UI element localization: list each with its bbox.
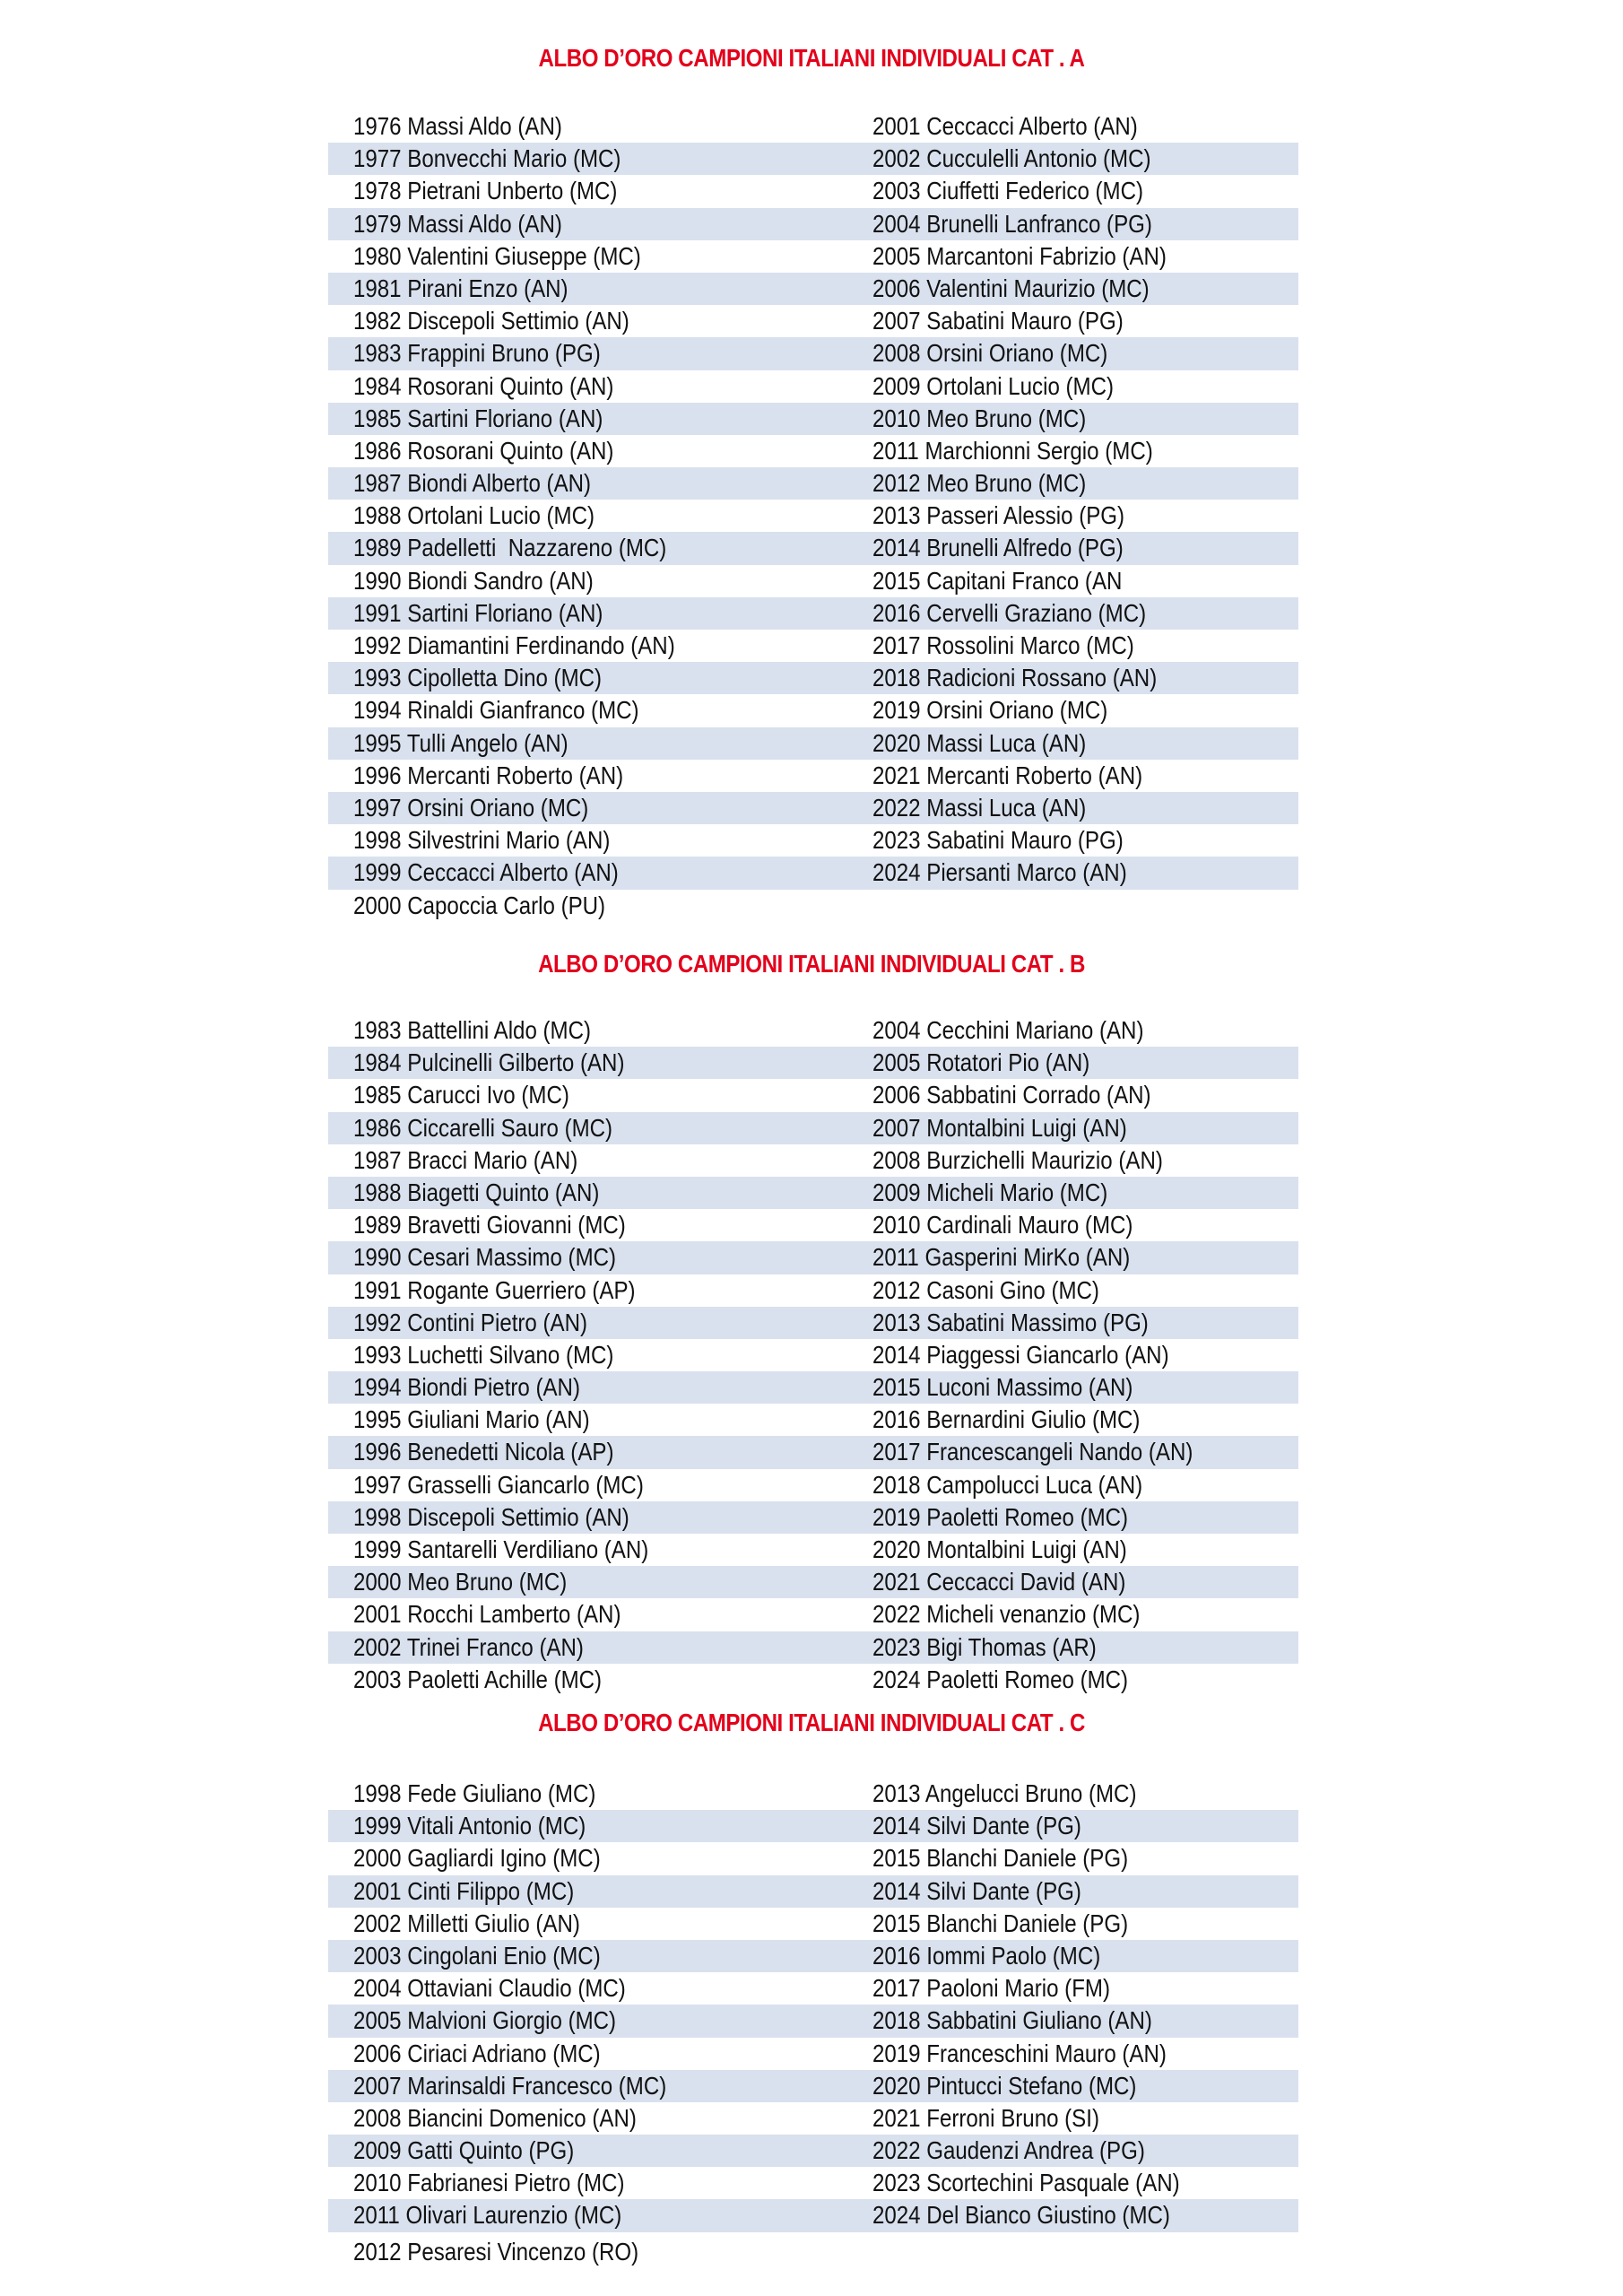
champion-entry-right: 2011 Gasperini MirKo (AN) xyxy=(872,1243,1131,1272)
champion-entry-left: 1977 Bonvecchi Mario (MC) xyxy=(353,144,621,173)
champion-entry-right: 2005 Marcantoni Fabrizio (AN) xyxy=(872,241,1167,270)
table-row xyxy=(328,2070,1298,2102)
champion-entry-right: 2020 Massi Luca (AN) xyxy=(872,728,1087,757)
champion-entry-left: 1993 Cipolletta Dino (MC) xyxy=(353,664,603,692)
champion-entry-left: 1997 Grasselli Giancarlo (MC) xyxy=(353,1470,644,1499)
table-row xyxy=(328,110,1298,143)
champion-entry-right: 2023 Sabatini Mauro (PG) xyxy=(872,826,1124,855)
table-row xyxy=(328,824,1298,857)
champion-entry-right: 2016 Bernardini Giulio (MC) xyxy=(872,1405,1141,1434)
table-row xyxy=(328,694,1298,726)
champion-entry-left: 1987 Bracci Mario (AN) xyxy=(353,1145,578,1174)
champion-entry-right: 2022 Massi Luca (AN) xyxy=(872,793,1087,822)
champion-entry-right: 2017 Paoloni Mario (FM) xyxy=(872,1974,1110,2003)
champion-entry-left: 1989 Bravetti Giovanni (MC) xyxy=(353,1211,626,1239)
champion-entry-left: 1984 Rosorani Quinto (AN) xyxy=(353,371,614,400)
champion-entry-right: 2010 Cardinali Mauro (MC) xyxy=(872,1211,1133,1239)
champion-entry-right: 2019 Franceschini Mauro (AN) xyxy=(872,2039,1167,2067)
champion-entry-right: 2005 Rotatori Pio (AN) xyxy=(872,1048,1090,1077)
section-title-cat-a: ALBO D’ORO CAMPIONI ITALIANI INDIVIDUALI CAT . A xyxy=(538,44,1085,72)
champion-entry-right: 2023 Bigi Thomas (AR) xyxy=(872,1632,1097,1661)
champion-entry-right: 2013 Sabatini Massimo (PG) xyxy=(872,1308,1149,1336)
champion-entry-left: 1986 Ciccarelli Sauro (MC) xyxy=(353,1113,613,1142)
table-row xyxy=(328,1436,1298,1468)
table-row xyxy=(328,1778,1298,1810)
table-row xyxy=(328,1469,1298,1501)
champion-entry-right: 2017 Francescangeli Nando (AN) xyxy=(872,1438,1193,1466)
champion-entry-right: 2011 Marchionni Sergio (MC) xyxy=(872,436,1153,465)
champion-entry-left: 1985 Carucci Ivo (MC) xyxy=(353,1081,569,1109)
champion-entry-right: 2012 Meo Bruno (MC) xyxy=(872,469,1087,498)
champion-entry-right: 2003 Ciuffetti Federico (MC) xyxy=(872,177,1144,205)
champion-entry-left: 1979 Massi Aldo (AN) xyxy=(353,209,562,238)
table-row xyxy=(328,143,1298,175)
table-row xyxy=(328,1079,1298,1111)
section-title-cat-c: ALBO D’ORO CAMPIONI ITALIANI INDIVIDUALI CAT . C xyxy=(538,1709,1085,1736)
champion-entry-left: 2005 Malvioni Giorgio (MC) xyxy=(353,2006,617,2035)
champion-entry-left: 1992 Diamantini Ferdinando (AN) xyxy=(353,631,675,659)
table-row xyxy=(328,1940,1298,1972)
champion-entry-right: 2007 Sabatini Mauro (PG) xyxy=(872,307,1124,335)
champion-entry-left: 1990 Biondi Sandro (AN) xyxy=(353,566,594,595)
champion-entry-right: 2019 Orsini Oriano (MC) xyxy=(872,696,1108,725)
champion-entry-left: 1998 Silvestrini Mario (AN) xyxy=(353,826,611,855)
champion-entry-right: 2013 Passeri Alessio (PG) xyxy=(872,501,1125,530)
table-row xyxy=(328,1875,1298,1908)
champion-entry-left: 1999 Vitali Antonio (MC) xyxy=(353,1812,586,1840)
table-row xyxy=(328,370,1298,403)
champion-entry-left: 1995 Tulli Angelo (AN) xyxy=(353,728,568,757)
table-row xyxy=(328,1339,1298,1371)
champion-entry-left: 1983 Frappini Bruno (PG) xyxy=(353,339,601,368)
champion-entry-right: 2019 Paoletti Romeo (MC) xyxy=(872,1502,1129,1531)
champion-entry-right: 2022 Micheli venanzio (MC) xyxy=(872,1600,1141,1629)
champion-entry-left: 2000 Gagliardi Igino (MC) xyxy=(353,1844,601,1873)
table-row xyxy=(328,273,1298,305)
champion-entry-right: 2021 Ceccacci David (AN) xyxy=(872,1568,1126,1596)
table-row xyxy=(328,500,1298,532)
table-row xyxy=(328,1307,1298,1339)
champion-entry-right: 2006 Valentini Maurizio (MC) xyxy=(872,274,1150,302)
champion-entry-left: 2000 Meo Bruno (MC) xyxy=(353,1568,568,1596)
champion-entry-right: 2009 Ortolani Lucio (MC) xyxy=(872,371,1115,400)
table-row xyxy=(328,1112,1298,1144)
table-row xyxy=(328,760,1298,792)
champion-entry-right: 2002 Cucculelli Antonio (MC) xyxy=(872,144,1151,173)
champion-entry-left: 2009 Gatti Quinto (PG) xyxy=(353,2136,575,2165)
table-row xyxy=(328,2236,1298,2268)
champion-entry-right: 2016 Iommi Paolo (MC) xyxy=(872,1941,1101,1970)
champion-entry-right: 2015 Capitani Franco (AN xyxy=(872,566,1123,595)
champion-entry-left: 1991 Sartini Floriano (AN) xyxy=(353,598,603,627)
champion-entry-right: 2010 Meo Bruno (MC) xyxy=(872,404,1087,432)
table-row xyxy=(328,1177,1298,1209)
champion-entry-right: 2014 Silvi Dante (PG) xyxy=(872,1812,1081,1840)
champion-entry-right: 2024 Piersanti Marco (AN) xyxy=(872,858,1127,887)
champion-entry-left: 2000 Capoccia Carlo (PU) xyxy=(353,891,606,919)
champion-entry-left: 1989 Padelletti Nazzareno (MC) xyxy=(353,534,667,562)
table-row xyxy=(328,240,1298,273)
champion-entry-left: 1976 Massi Aldo (AN) xyxy=(353,112,562,140)
champion-entry-left: 2010 Fabrianesi Pietro (MC) xyxy=(353,2169,625,2197)
champion-entry-left: 1978 Pietrani Unberto (MC) xyxy=(353,177,618,205)
champion-entry-right: 2018 Radicioni Rossano (AN) xyxy=(872,664,1158,692)
champion-entry-left: 2008 Biancini Domenico (AN) xyxy=(353,2103,637,2132)
champion-entry-right: 2015 Luconi Massimo (AN) xyxy=(872,1373,1133,1402)
table-row xyxy=(328,2038,1298,2070)
champion-entry-right: 2009 Micheli Mario (MC) xyxy=(872,1178,1108,1206)
champion-entry-right: 2023 Scortechini Pasquale (AN) xyxy=(872,2169,1180,2197)
table-row xyxy=(328,1501,1298,1534)
champion-entry-right: 2006 Sabbatini Corrado (AN) xyxy=(872,1081,1151,1109)
champion-entry-right: 2018 Sabbatini Giuliano (AN) xyxy=(872,2006,1152,2035)
table-row xyxy=(328,1908,1298,1940)
champion-entry-left: 1997 Orsini Oriano (MC) xyxy=(353,793,589,822)
table-row xyxy=(328,208,1298,240)
champion-entry-left: 1980 Valentini Giuseppe (MC) xyxy=(353,241,641,270)
table-row xyxy=(328,1371,1298,1404)
champion-entry-right: 2015 Blanchi Daniele (PG) xyxy=(872,1844,1129,1873)
champion-entry-right: 2017 Rossolini Marco (MC) xyxy=(872,631,1134,659)
table-row xyxy=(328,1144,1298,1177)
champion-entry-left: 1999 Ceccacci Alberto (AN) xyxy=(353,858,619,887)
table-row xyxy=(328,1241,1298,1274)
table-cat-c xyxy=(328,1778,1298,2268)
table-row xyxy=(328,337,1298,370)
champion-entry-right: 2014 Silvi Dante (PG) xyxy=(872,1876,1081,1905)
champion-entry-right: 2020 Pintucci Stefano (MC) xyxy=(872,2071,1137,2100)
table-cat-a xyxy=(328,110,1298,922)
champion-entry-right: 2021 Mercanti Roberto (AN) xyxy=(872,761,1143,789)
champion-entry-left: 1986 Rosorani Quinto (AN) xyxy=(353,436,614,465)
champion-entry-left: 1995 Giuliani Mario (AN) xyxy=(353,1405,590,1434)
table-row xyxy=(328,1047,1298,1079)
champion-entry-left: 1988 Biagetti Quinto (AN) xyxy=(353,1178,600,1206)
champion-entry-left: 2007 Marinsaldi Francesco (MC) xyxy=(353,2071,667,2100)
champion-entry-right: 2015 Blanchi Daniele (PG) xyxy=(872,1909,1129,1937)
champion-entry-right: 2004 Brunelli Lanfranco (PG) xyxy=(872,209,1152,238)
champion-entry-right: 2008 Orsini Oriano (MC) xyxy=(872,339,1108,368)
champion-entry-left: 1983 Battellini Aldo (MC) xyxy=(353,1016,592,1044)
table-row xyxy=(328,2135,1298,2167)
champion-entry-right: 2014 Piaggessi Giancarlo (AN) xyxy=(872,1340,1169,1369)
table-row xyxy=(328,1566,1298,1598)
table-row xyxy=(328,792,1298,824)
table-row xyxy=(328,435,1298,467)
champion-entry-left: 1981 Pirani Enzo (AN) xyxy=(353,274,568,302)
table-row xyxy=(328,305,1298,337)
champion-entry-left: 2002 Milletti Giulio (AN) xyxy=(353,1909,580,1937)
table-row xyxy=(328,565,1298,597)
champion-entry-right: 2001 Ceccacci Alberto (AN) xyxy=(872,112,1138,140)
table-row xyxy=(328,175,1298,207)
champion-entry-left: 2006 Ciriaci Adriano (MC) xyxy=(353,2039,601,2067)
champion-entry-left: 1993 Luchetti Silvano (MC) xyxy=(353,1340,614,1369)
champion-entry-left: 1990 Cesari Massimo (MC) xyxy=(353,1243,617,1272)
table-row xyxy=(328,1014,1298,1047)
champion-entry-right: 2022 Gaudenzi Andrea (PG) xyxy=(872,2136,1145,2165)
champion-entry-left: 2001 Cinti Filippo (MC) xyxy=(353,1876,575,1905)
table-row xyxy=(328,1274,1298,1307)
champion-entry-right: 2021 Ferroni Bruno (SI) xyxy=(872,2103,1099,2132)
table-cat-b xyxy=(328,1014,1298,1696)
table-row xyxy=(328,630,1298,662)
champion-entry-right: 2007 Montalbini Luigi (AN) xyxy=(872,1113,1127,1142)
champion-entry-left: 2001 Rocchi Lamberto (AN) xyxy=(353,1600,621,1629)
champion-entry-left: 1996 Benedetti Nicola (AP) xyxy=(353,1438,614,1466)
champion-entry-right: 2018 Campolucci Luca (AN) xyxy=(872,1470,1143,1499)
champion-entry-right: 2004 Cecchini Mariano (AN) xyxy=(872,1016,1144,1044)
champion-entry-left: 1987 Biondi Alberto (AN) xyxy=(353,469,592,498)
champion-entry-left: 1998 Fede Giuliano (MC) xyxy=(353,1779,596,1807)
champion-entry-right: 2024 Del Bianco Giustino (MC) xyxy=(872,2201,1170,2230)
table-row xyxy=(328,597,1298,630)
table-row xyxy=(328,1534,1298,1566)
champion-entry-right: 2014 Brunelli Alfredo (PG) xyxy=(872,534,1124,562)
table-row xyxy=(328,2102,1298,2135)
table-row xyxy=(328,532,1298,564)
champion-entry-left: 1982 Discepoli Settimio (AN) xyxy=(353,307,629,335)
champion-entry-right: 2016 Cervelli Graziano (MC) xyxy=(872,598,1147,627)
table-row xyxy=(328,1404,1298,1436)
champion-entry-left: 2004 Ottaviani Claudio (MC) xyxy=(353,1974,626,2003)
table-row xyxy=(328,662,1298,694)
table-row xyxy=(328,1810,1298,1842)
champion-entry-left: 1984 Pulcinelli Gilberto (AN) xyxy=(353,1048,625,1077)
table-row xyxy=(328,1631,1298,1664)
table-row xyxy=(328,890,1298,922)
table-row xyxy=(328,1209,1298,1241)
table-row xyxy=(328,857,1298,889)
table-row xyxy=(328,1842,1298,1874)
table-row xyxy=(328,2005,1298,2037)
table-row xyxy=(328,1598,1298,1631)
champion-entry-left: 1998 Discepoli Settimio (AN) xyxy=(353,1502,629,1531)
champion-entry-left: 2011 Olivari Laurenzio (MC) xyxy=(353,2201,622,2230)
champion-entry-right: 2020 Montalbini Luigi (AN) xyxy=(872,1535,1127,1563)
table-row xyxy=(328,2167,1298,2199)
champion-entry-left: 1994 Rinaldi Gianfranco (MC) xyxy=(353,696,639,725)
table-row xyxy=(328,1664,1298,1696)
champion-entry-left: 1999 Santarelli Verdiliano (AN) xyxy=(353,1535,649,1563)
champion-entry-left: 2012 Pesaresi Vincenzo (RO) xyxy=(353,2237,639,2266)
champion-entry-left: 1996 Mercanti Roberto (AN) xyxy=(353,761,624,789)
champion-entry-right: 2012 Casoni Gino (MC) xyxy=(872,1275,1099,1304)
champion-entry-right: 2024 Paoletti Romeo (MC) xyxy=(872,1665,1129,1693)
champion-entry-left: 2003 Cingolani Enio (MC) xyxy=(353,1941,601,1970)
champion-entry-left: 1992 Contini Pietro (AN) xyxy=(353,1308,587,1336)
table-row xyxy=(328,467,1298,500)
table-row xyxy=(328,403,1298,435)
section-title-cat-b: ALBO D’ORO CAMPIONI ITALIANI INDIVIDUALI CAT . B xyxy=(538,950,1085,978)
table-row xyxy=(328,727,1298,760)
champion-entry-left: 1991 Rogante Guerriero (AP) xyxy=(353,1275,636,1304)
champion-entry-left: 1988 Ortolani Lucio (MC) xyxy=(353,501,595,530)
champion-entry-right: 2013 Angelucci Bruno (MC) xyxy=(872,1779,1137,1807)
champion-entry-left: 1985 Sartini Floriano (AN) xyxy=(353,404,603,432)
champion-entry-left: 2002 Trinei Franco (AN) xyxy=(353,1632,584,1661)
champion-entry-left: 2003 Paoletti Achille (MC) xyxy=(353,1665,603,1693)
champion-entry-left: 1994 Biondi Pietro (AN) xyxy=(353,1373,580,1402)
table-row xyxy=(328,2199,1298,2231)
table-row xyxy=(328,1972,1298,2005)
champion-entry-right: 2008 Burzichelli Maurizio (AN) xyxy=(872,1145,1163,1174)
